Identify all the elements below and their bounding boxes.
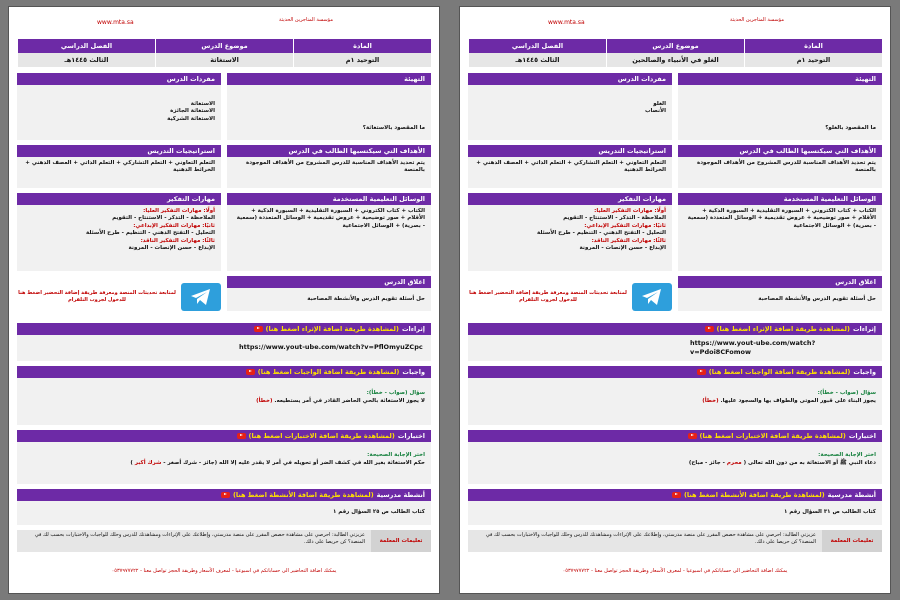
enrich-section bbox=[468, 323, 882, 361]
test-body bbox=[468, 442, 882, 484]
test-title: اختبارات bbox=[397, 432, 425, 440]
activity-how-link[interactable]: (لمشاهدة طريقة اضافة الأنشطة اضغط هنا) bbox=[683, 491, 825, 499]
skills-box bbox=[468, 193, 672, 271]
closing-text: حل أسئلة تقويم الدرس والأنشطة المصاحبة bbox=[678, 288, 882, 311]
youtube-icon[interactable] bbox=[246, 369, 255, 375]
tools-box bbox=[227, 193, 431, 271]
intro-text: ما المقصود بالاستغاثة؟ bbox=[227, 85, 431, 140]
closing-box bbox=[227, 276, 431, 318]
homework-body bbox=[468, 378, 882, 425]
enrich-header bbox=[468, 323, 882, 335]
vocab-item: الغلو bbox=[653, 101, 666, 107]
homework-question: يجوز البناء على قبور الموتى والطواف بها والسجود عليها. bbox=[720, 397, 876, 404]
activity-section bbox=[468, 489, 882, 525]
strategies-text: التعلم التعاوني + التعلم التشاركي + التعلم الذاتي + العصف الذهني + الخرائط الذهنية bbox=[17, 157, 221, 188]
strategies-box bbox=[468, 145, 672, 188]
homework-title: واجبات bbox=[402, 368, 425, 376]
activity-title: أنشطة مدرسية bbox=[827, 491, 876, 499]
strategies-title: استراتيجيات التدريس bbox=[468, 145, 672, 157]
info-header-row bbox=[468, 39, 882, 53]
activity-header bbox=[468, 489, 882, 501]
enrich-how-link[interactable]: (لمشاهدة طريقة اضافة الإثراء اضغط هنا) bbox=[265, 325, 399, 333]
vocab-item: الاستغاثة الشركية bbox=[167, 115, 215, 122]
org-name: مؤسسة المتاجرين الحديثة bbox=[279, 17, 333, 23]
telegram-promo[interactable] bbox=[17, 276, 221, 318]
goals-text: يتم تحديد الأهداف المناسبة للدرس المشروح من الأهداف الموجودة بالمنصة bbox=[678, 157, 882, 188]
skill-label: أولًا: مهارات التفكير العليا: bbox=[594, 208, 666, 214]
test-body bbox=[17, 442, 431, 484]
intro-text: ما المقصود بالغلو؟ bbox=[678, 85, 882, 140]
activity-how-link[interactable]: (لمشاهدة طريقة اضافة الأنشطة اضغط هنا) bbox=[232, 491, 374, 499]
tools-title: الوسائل التعليمية المستخدمة bbox=[227, 193, 431, 205]
enrich-title: إثراءات bbox=[401, 325, 425, 333]
tools-text: الكتاب + كتاب الكتروني + السبورة التقليدية + السبورة الذكية + الأقلام + صور توضيحية + عروض تقديمية + الوسائل المتعددة (سمعية - بصرية) + الوسائل الاجتماعية bbox=[227, 205, 431, 271]
homework-how-link[interactable]: (لمشاهدة طريقة اضافة الواجبات اضغط هنا) bbox=[257, 368, 400, 376]
tools-text: الكتاب + كتاب الكتروني + السبورة التقليدية + السبورة الذكية + الأقلام + صور توضيحية + عروض تقديمية + الوسائل المتعددة (سمعية - بصرية) + الوسائل الاجتماعية bbox=[678, 205, 882, 271]
test-title: اختبارات bbox=[848, 432, 876, 440]
youtube-icon[interactable] bbox=[237, 433, 246, 439]
info-values-row bbox=[468, 53, 882, 67]
skill-text: الإبداع - حسن الإنصات - المرونة bbox=[128, 245, 215, 252]
strategies-box bbox=[17, 145, 221, 188]
enrich-section bbox=[17, 323, 431, 361]
activity-text: كتاب الطالب ص ٢٥ السؤال رقم ١ bbox=[17, 501, 431, 525]
closing-title: اغلاق الدرس bbox=[678, 276, 882, 288]
telegram-icon[interactable] bbox=[632, 283, 672, 311]
homework-question: لا يجوز الاستغاثة بالحي الحاضر القادر في أمر يستطيعه. bbox=[274, 397, 425, 404]
test-question-label: اختر الإجابة الصحيحة: bbox=[818, 452, 876, 458]
value-term: الثالث ١٤٤٥هـ bbox=[468, 53, 606, 67]
skill-text: التحليل - التفتح الذهني - التنظيم - طرح الأسئلة bbox=[537, 230, 666, 237]
homework-header bbox=[468, 366, 882, 378]
test-how-link[interactable]: (لمشاهدة طريقة اضافة الاختبارات اضغط هنا) bbox=[699, 432, 846, 440]
homework-question-label: سؤال (صواب - خطأ): bbox=[817, 390, 876, 396]
vocab-item: الاستغاثة الجائزة bbox=[170, 108, 215, 115]
test-header bbox=[17, 430, 431, 442]
intro-box bbox=[678, 73, 882, 140]
test-question: حكم الاستغاثة بغير الله في كشف الضر أو تحويله في أمر لا يقدر عليه إلا الله (جائز - شرك أصغر - bbox=[163, 459, 425, 466]
teacher-note bbox=[468, 530, 882, 552]
closing-text: حل أسئلة تقويم الدرس والأنشطة المصاحبة bbox=[227, 288, 431, 311]
youtube-icon[interactable] bbox=[705, 326, 714, 332]
goals-title: الأهداف التي سيكتسبها الطالب في الدرس bbox=[227, 145, 431, 157]
intro-title: التهيئة bbox=[227, 73, 431, 85]
homework-answer: (خطأ) bbox=[256, 397, 273, 404]
page-footer: يمكنك اضافة التحاضير الى حساباتكم في اسبوعيا - لمعرف الأسعار وطريقة الحجز تواصل معنا - ٠٥٣٧٩٧٧٧٢٢ bbox=[562, 568, 788, 574]
skill-text: الإبداع - حسن الإنصات - المرونة bbox=[579, 245, 666, 252]
vocab-box bbox=[468, 73, 672, 140]
homework-section bbox=[17, 366, 431, 425]
lesson-page-ghuluw bbox=[459, 6, 891, 594]
youtube-icon[interactable] bbox=[697, 369, 706, 375]
telegram-text[interactable]: لمتابعة تحديثات المنصة ومعرفة طريقة إضافة التحضير اضغط هنا للدخول لجروب التلقرام bbox=[18, 290, 176, 303]
activity-text: كتاب الطالب ص ٣١ السؤال رقم ١ bbox=[468, 501, 882, 525]
vocab-title: مفردات الدرس bbox=[17, 73, 221, 85]
header-subject: المادة bbox=[293, 39, 431, 53]
value-subject: التوحيد ١م bbox=[293, 53, 431, 67]
tools-box bbox=[678, 193, 882, 271]
skill-text: التحليل - التفتح الذهني - التنظيم - طرح الأسئلة bbox=[86, 230, 215, 237]
test-question-end: - جائز - مباح) bbox=[688, 459, 725, 466]
enrich-how-link[interactable]: (لمشاهدة طريقة اضافة الإثراء اضغط هنا) bbox=[716, 325, 850, 333]
strategies-text: التعلم التعاوني + التعلم التشاركي + التعلم الذاتي + العصف الذهني + الخرائط الذهنية bbox=[468, 157, 672, 188]
test-question-label: اختر الإجابة الصحيحة: bbox=[367, 452, 425, 458]
value-term: الثالث ١٤٤٥هـ bbox=[17, 53, 155, 67]
lesson-page-istighatha bbox=[8, 6, 440, 594]
header-term: الفصل الدراسي bbox=[468, 39, 606, 53]
homework-title: واجبات bbox=[853, 368, 876, 376]
vocab-title: مفردات الدرس bbox=[468, 73, 672, 85]
homework-body bbox=[17, 378, 431, 425]
teacher-note-text: عزيزتي الطالبة: احرصي على مشاهدة حصص المقرر على منصة مدرستي، وإطلاعك على الإثراءات ومشاهدتك للدرس وحلك للواجبات والاختبارات بحسب لك في المنصة؟ كن حريصا على ذلك. bbox=[17, 530, 371, 552]
youtube-icon[interactable] bbox=[688, 433, 697, 439]
enrich-header bbox=[17, 323, 431, 335]
youtube-icon[interactable] bbox=[254, 326, 263, 332]
skills-title: مهارات التفكير bbox=[468, 193, 672, 205]
header-term: الفصل الدراسي bbox=[17, 39, 155, 53]
intro-title: التهيئة bbox=[678, 73, 882, 85]
goals-box bbox=[678, 145, 882, 188]
header-topic: موضوع الدرس bbox=[155, 39, 293, 53]
info-values-row bbox=[17, 53, 431, 67]
skills-list bbox=[17, 205, 221, 271]
teacher-note-label: تعليمات المعلمة bbox=[371, 530, 431, 552]
test-answer: محرم bbox=[726, 459, 742, 466]
info-header-row bbox=[17, 39, 431, 53]
skill-label: ثانيًا: مهارات التفكير الإبداعي: bbox=[133, 222, 215, 229]
skills-title: مهارات التفكير bbox=[17, 193, 221, 205]
skill-label: ثانيًا: مهارات التفكير الإبداعي: bbox=[584, 222, 666, 229]
skill-text: الملاحظة - التذكر - الاستنتاج - التقويم bbox=[563, 215, 666, 222]
goals-box bbox=[227, 145, 431, 188]
homework-answer: (خطأ) bbox=[702, 397, 719, 404]
page-top-line bbox=[17, 13, 431, 39]
youtube-icon[interactable] bbox=[672, 492, 681, 498]
teacher-note-text: عزيزتي الطالبة: احرصي على مشاهدة حصص المقرر على منصة مدرستي، وإطلاعك على الإثراءات ومشاهدتك للدرس وحلك للواجبات والاختبارات بحسب لك في المنصة؟ كن حريصا على ذلك. bbox=[468, 530, 822, 552]
test-header bbox=[468, 430, 882, 442]
value-subject: التوحيد ١م bbox=[744, 53, 882, 67]
homework-section bbox=[468, 366, 882, 425]
teacher-note bbox=[17, 530, 431, 552]
strategies-title: استراتيجيات التدريس bbox=[17, 145, 221, 157]
vocab-item: الاستغاثة bbox=[190, 101, 215, 107]
page-footer: يمكنك اضافة التحاضير الى حساباتكم في اسبوعيا - لمعرف الأسعار وطريقة الحجز تواصل معنا - ٠٥٣٧٩٧٧٧٢٢ bbox=[111, 568, 337, 574]
telegram-text[interactable]: لمتابعة تحديثات المنصة ومعرفة طريقة إضافة التحضير اضغط هنا للدخول لجروب التلقرام bbox=[469, 290, 627, 303]
vocab-list bbox=[468, 85, 672, 140]
telegram-icon[interactable] bbox=[181, 283, 221, 311]
site-link[interactable]: www.mta.sa bbox=[97, 19, 134, 26]
site-link[interactable]: www.mta.sa bbox=[548, 19, 585, 26]
closing-box bbox=[678, 276, 882, 318]
test-section bbox=[468, 430, 882, 484]
homework-question-label: سؤال (صواب - خطأ): bbox=[366, 390, 425, 396]
skills-list bbox=[468, 205, 672, 271]
activity-header bbox=[17, 489, 431, 501]
skill-text: الملاحظة - التذكر - الاستنتاج - التقويم bbox=[112, 215, 215, 222]
activity-section bbox=[17, 489, 431, 525]
enrich-url[interactable]: https://www.yout-ube.com/watch?v=Pdoi8CFomow bbox=[468, 335, 882, 361]
skill-label: أولًا: مهارات التفكير العليا: bbox=[143, 208, 215, 214]
homework-header bbox=[17, 366, 431, 378]
page-top-line bbox=[468, 13, 882, 39]
skill-label: ثالثًا: مهارات التفكير الناقد: bbox=[591, 237, 666, 244]
closing-title: اغلاق الدرس bbox=[227, 276, 431, 288]
intro-box bbox=[227, 73, 431, 140]
telegram-promo[interactable] bbox=[468, 276, 672, 318]
enrich-url[interactable]: https://www.yout-ube.com/watch?v=PflOmyuZCpc bbox=[17, 335, 431, 361]
org-name: مؤسسة المتاجرين الحديثة bbox=[730, 17, 784, 23]
activity-title: أنشطة مدرسية bbox=[376, 491, 425, 499]
youtube-icon[interactable] bbox=[221, 492, 230, 498]
test-how-link[interactable]: (لمشاهدة طريقة اضافة الاختبارات اضغط هنا) bbox=[248, 432, 395, 440]
test-answer: شرك أكبر bbox=[134, 459, 162, 466]
header-topic: موضوع الدرس bbox=[606, 39, 744, 53]
test-section bbox=[17, 430, 431, 484]
skills-box bbox=[17, 193, 221, 271]
goals-title: الأهداف التي سيكتسبها الطالب في الدرس bbox=[678, 145, 882, 157]
vocab-box bbox=[17, 73, 221, 140]
enrich-title: إثراءات bbox=[852, 325, 876, 333]
skill-label: ثالثًا: مهارات التفكير الناقد: bbox=[140, 237, 215, 244]
header-subject: المادة bbox=[744, 39, 882, 53]
goals-text: يتم تحديد الأهداف المناسبة للدرس المشروح من الأهداف الموجودة بالمنصة bbox=[227, 157, 431, 188]
value-topic: الغلو في الأنبياء والصالحين bbox=[606, 53, 744, 67]
vocab-item: الأنصاب bbox=[644, 108, 666, 115]
tools-title: الوسائل التعليمية المستخدمة bbox=[678, 193, 882, 205]
teacher-note-label: تعليمات المعلمة bbox=[822, 530, 882, 552]
test-question: دعاء النبي ﷺ أو الاستغاثة به من دون الله تعالى ( bbox=[743, 459, 876, 466]
vocab-list bbox=[17, 85, 221, 140]
homework-how-link[interactable]: (لمشاهدة طريقة اضافة الواجبات اضغط هنا) bbox=[708, 368, 851, 376]
test-question-end: ) bbox=[130, 459, 133, 466]
value-topic: الاستغاثة bbox=[155, 53, 293, 67]
